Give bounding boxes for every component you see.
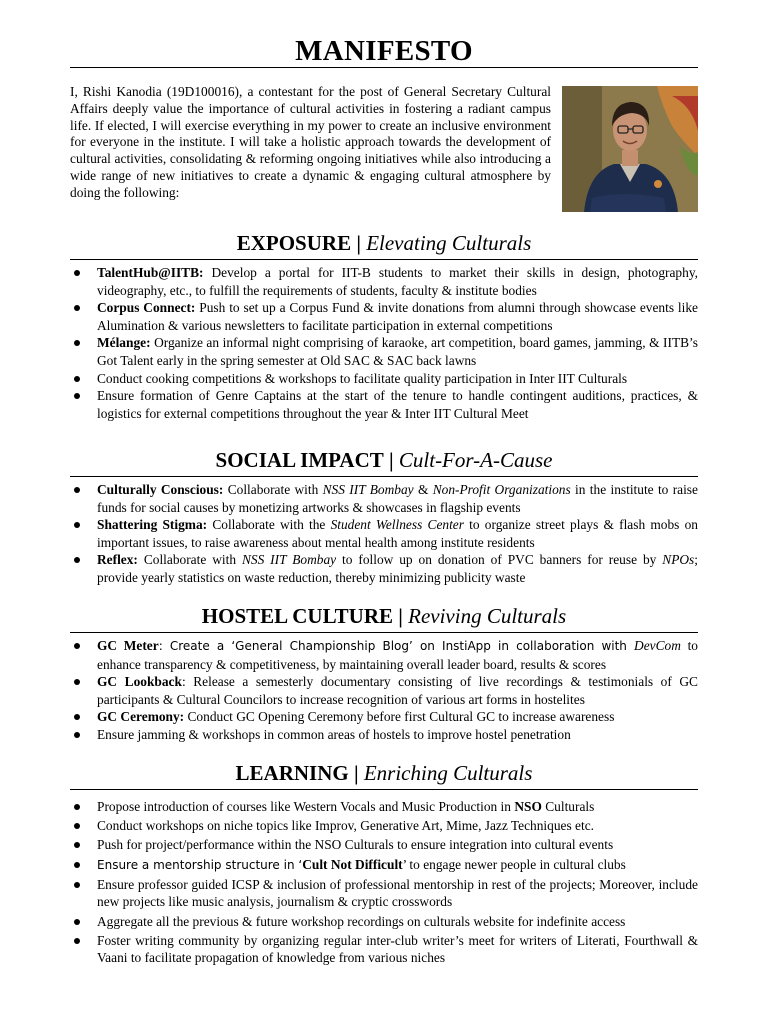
section-title: EXPOSURE: [236, 231, 352, 255]
section-heading-exposure: [70, 230, 698, 256]
section-separator: |: [356, 231, 361, 255]
bullet-icon: [74, 732, 80, 738]
intro-paragraph: I, Rishi Kanodia (19D100016), a contestant for the post of General Secretary Cultural Affairs deeply value the importance of cultural activities in fostering a radiant campus life. If elected, I will exercise everything in my power to create an inclusive environment for everyone in the institute. I will take a holistic approach towards the development of cultural activities, consolidating & reforming ongoing initiatives while also introducing a wide range of new initiatives to create a dynamic & engaging cultural atmosphere by doing the following:: [70, 84, 551, 200]
item-text: Collaborate with: [223, 482, 323, 497]
section-rule: [70, 476, 698, 477]
section-heading-learning: [70, 760, 698, 786]
list-item: [70, 876, 698, 911]
section-rule: [70, 632, 698, 633]
list-item: [70, 370, 698, 388]
item-lead: Corpus Connect:: [97, 300, 196, 316]
section-subtitle: Cult-For-A-Cause: [398, 448, 553, 472]
section-separator: |: [389, 448, 394, 472]
list-item: [70, 516, 698, 551]
item-lead: NSO: [514, 799, 542, 814]
hostel-culture-list: [70, 637, 698, 744]
item-text: &: [413, 482, 433, 497]
item-text: Organize an informal night comprising of karaoke, art competition, board games, jamming, & IITB’s Got Talent early in the spring semester at Old SAC & SAC back lawns: [97, 335, 698, 368]
item-text: in the institute to raise funds for social causes by monetizing artworks & showcases in flagship events: [97, 482, 698, 515]
item-text: Push to set up a Corpus Fund & invite donations from alumni through showcase events like Alumination & various newsletters to facilitate participation in external competitions: [97, 300, 698, 333]
section-subtitle: Reviving Culturals: [408, 604, 567, 628]
bullet-icon: [74, 487, 80, 493]
bullet-icon: [74, 522, 80, 528]
item-text: Push for project/performance within the NSO Culturals to ensure integration into cultural events: [97, 837, 614, 853]
item-text: to organize street plays & flash mobs on important issues, to raise awareness about mental health among institute residents: [97, 517, 698, 550]
section-separator: |: [398, 604, 403, 628]
item-text: : Create a ‘General Championship Blog’ on InstiApp in collaboration with: [158, 639, 635, 653]
list-item: [70, 932, 698, 967]
item-text: Ensure formation of Genre Captains at the start of the tenure to handle contingent auditions, practices, & logistics for external competitions throughout the year & Inter IIT Cultural Meet: [97, 388, 698, 421]
list-item: [70, 836, 698, 854]
bullet-icon: [74, 557, 80, 563]
item-text: Aggregate all the previous & future workshop recordings on culturals website for indefinite access: [97, 913, 626, 929]
item-lead: GC Meter: [97, 638, 159, 653]
item-lead: Shattering Stigma:: [97, 517, 208, 533]
bullet-icon: [74, 270, 80, 276]
bullet-icon: [74, 643, 80, 649]
list-item: [70, 334, 698, 369]
section-title: LEARNING: [235, 761, 349, 785]
candidate-photo: [562, 86, 698, 212]
section-separator: |: [353, 761, 359, 785]
item-lead: Mélange:: [97, 335, 151, 351]
social-impact-list: [70, 481, 698, 587]
list-item: [70, 551, 698, 586]
item-text: to follow up on donation of PVC banners for reuse by: [336, 552, 663, 568]
bullet-icon: [74, 376, 80, 382]
candidate-photo-illustration: [562, 86, 698, 212]
item-lead: Culturally Conscious:: [97, 482, 224, 497]
section-subtitle: Enriching Culturals: [363, 761, 533, 785]
item-text: Culturals: [541, 799, 595, 814]
bullet-icon: [74, 340, 80, 346]
item-text: Ensure jamming & workshops in common areas of hostels to improve hostel penetration: [97, 726, 571, 742]
bullet-icon: [74, 393, 80, 399]
bullet-icon: [74, 938, 80, 944]
section-title: SOCIAL IMPACT: [215, 448, 384, 472]
bullet-icon: [74, 919, 80, 925]
item-text: Propose introduction of courses like Western Vocals and Music Production in: [97, 799, 515, 814]
bullet-icon: [74, 804, 80, 810]
list-item: [70, 913, 698, 931]
list-item: [70, 817, 698, 835]
item-emphasis: Student Wellness Center: [330, 517, 464, 533]
section-rule: [70, 259, 698, 260]
bullet-icon: [74, 714, 80, 720]
item-emphasis: NSS IIT Bombay: [322, 482, 414, 497]
item-text: Collaborate with the: [207, 517, 331, 533]
list-item: [70, 387, 698, 422]
bullet-icon: [74, 862, 80, 868]
item-text: Conduct GC Opening Ceremony before first Cultural GC to increase awareness: [184, 709, 615, 725]
item-lead: Reflex:: [97, 552, 138, 568]
section-heading-social-impact: [70, 447, 698, 473]
item-text: Conduct workshops on niche topics like Improv, Generative Art, Mime, Jazz Techniques etc.: [97, 818, 594, 834]
title-rule: [70, 67, 698, 68]
bullet-icon: [74, 882, 80, 888]
section-rule: [70, 789, 698, 790]
section-heading-hostel-culture: [70, 603, 698, 629]
item-text: Collaborate with: [137, 552, 242, 568]
list-item: [70, 299, 698, 334]
item-emphasis: DevCom: [634, 638, 681, 653]
item-text: ’ to engage newer people in cultural clubs: [402, 856, 626, 872]
item-emphasis: NPOs: [662, 552, 695, 568]
list-item: [70, 264, 698, 299]
item-lead: GC Lookback: [97, 674, 182, 690]
item-text: to enhance transparency & competitiveness, by maintaining overall leader board, results & scores: [97, 638, 698, 672]
item-text: Ensure professor guided ICSP & inclusion of professional mentorship in rest of the projects; Moreover, include new projects like music analysis, journalism & cryptic crosswords: [97, 876, 698, 910]
item-text: Conduct cooking competitions & workshops to facilitate quality participation in Inter IIT Culturals: [97, 370, 628, 386]
item-emphasis: NSS IIT Bombay: [241, 552, 337, 568]
section-subtitle: Elevating Culturals: [366, 231, 532, 255]
list-item: [70, 708, 698, 726]
item-emphasis: Non-Profit Organizations: [432, 482, 571, 497]
item-text: Foster writing community by organizing regular inter-club writer’s meet for writers of Literati, Fourthwall & Vaani to facilitate propagation of knowledge from various niches: [97, 932, 698, 966]
document-title: MANIFESTO: [295, 35, 473, 67]
list-item: [70, 481, 698, 516]
list-item: [70, 726, 698, 744]
item-text: : Release a semesterly documentary consisting of live recordings & testimonials of GC participants & Cultural Councilors to increase recognition of various art forms in hostelites: [97, 674, 698, 707]
item-text: ; provide yearly statistics on waste reduction, thereby minimizing publicity waste: [97, 552, 698, 585]
item-lead: TalentHub@IITB:: [97, 265, 204, 280]
exposure-list: [70, 264, 698, 422]
list-item: [70, 673, 698, 708]
list-item: [70, 798, 698, 816]
item-lead: Cult Not Difficult: [302, 856, 403, 872]
section-title: HOSTEL CULTURE: [201, 604, 393, 628]
learning-list: [70, 798, 698, 967]
bullet-icon: [74, 842, 80, 848]
bullet-icon: [74, 679, 80, 685]
item-text: Ensure a mentorship structure in ‘: [97, 857, 303, 872]
item-text: Develop a portal for IIT-B students to market their skills in design, photography, videography, etc., to fulfill the requirements of students, faculty & institute bodies: [97, 265, 698, 298]
list-item: [70, 856, 698, 875]
item-lead: GC Ceremony:: [97, 709, 185, 725]
list-item: [70, 637, 698, 673]
bullet-icon: [74, 823, 80, 829]
bullet-icon: [74, 305, 80, 311]
